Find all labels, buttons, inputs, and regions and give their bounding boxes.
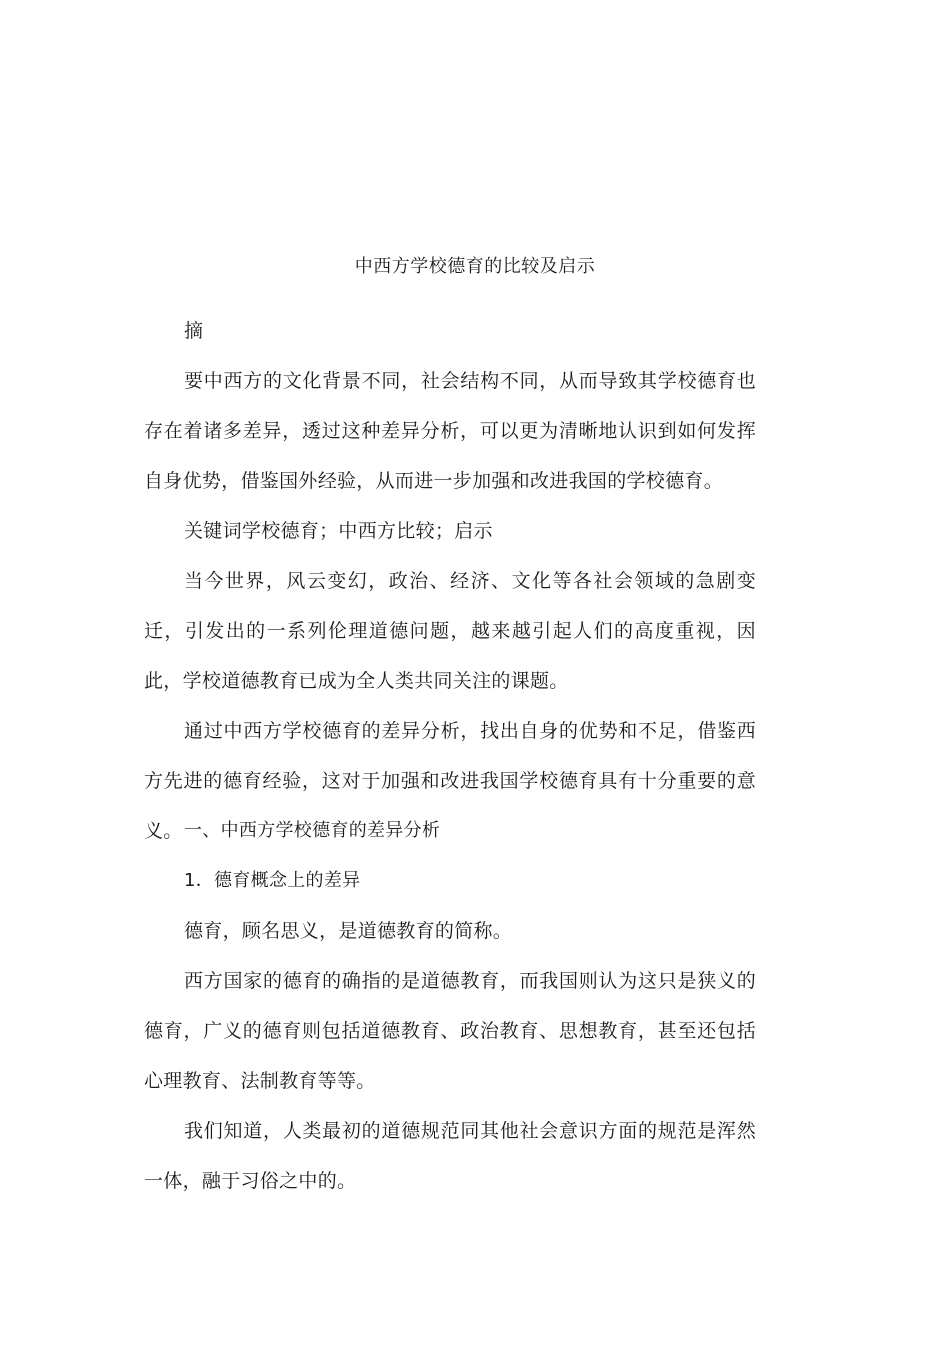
abstract-paragraph: 要中西方的文化背景不同，社会结构不同，从而导致其学校德育也存在着诸多差异，透过这种差异分析，可以更为清晰地认识到如何发挥自身优势，借鉴国外经验，从而进一步加强和改进我国的学校德育。 — [144, 370, 756, 492]
body-paragraph-2: 西方国家的德育的确指的是道德教育，而我国则认为这只是狭义的德育，广义的德育则包括道德教育、政治教育、思想教育，甚至还包括心理教育、法制教育等等。 — [144, 970, 756, 1092]
subsection-heading: 1．德育概念上的差异 — [184, 870, 361, 891]
keywords-line: 关键词学校德育；中西方比较；启示 — [184, 520, 493, 542]
abstract-label: 摘 — [184, 320, 204, 342]
intro-paragraph-1: 当今世界，风云变幻，政治、经济、文化等各社会领域的急剧变迁，引发出的一系列伦理道德问题，越来越引起人们的高度重视，因此，学校道德教育已成为全人类共同关注的课题。 — [144, 570, 756, 692]
body-paragraph-1: 德育，顾名思义，是道德教育的简称。 — [184, 920, 513, 942]
section-heading: 一、中西方学校德育的差异分析 — [184, 820, 441, 841]
document-title: 中西方学校德育的比较及启示 — [354, 256, 596, 277]
body-paragraph-3: 我们知道，人类最初的道德规范同其他社会意识方面的规范是浑然一体，融于习俗之中的。 — [144, 1120, 756, 1192]
intro-paragraph-2: 通过中西方学校德育的差异分析，找出自身的优势和不足，借鉴西方先进的德育经验，这对于加强和改进我国学校德育具有十分重要的意义。 — [144, 720, 756, 842]
